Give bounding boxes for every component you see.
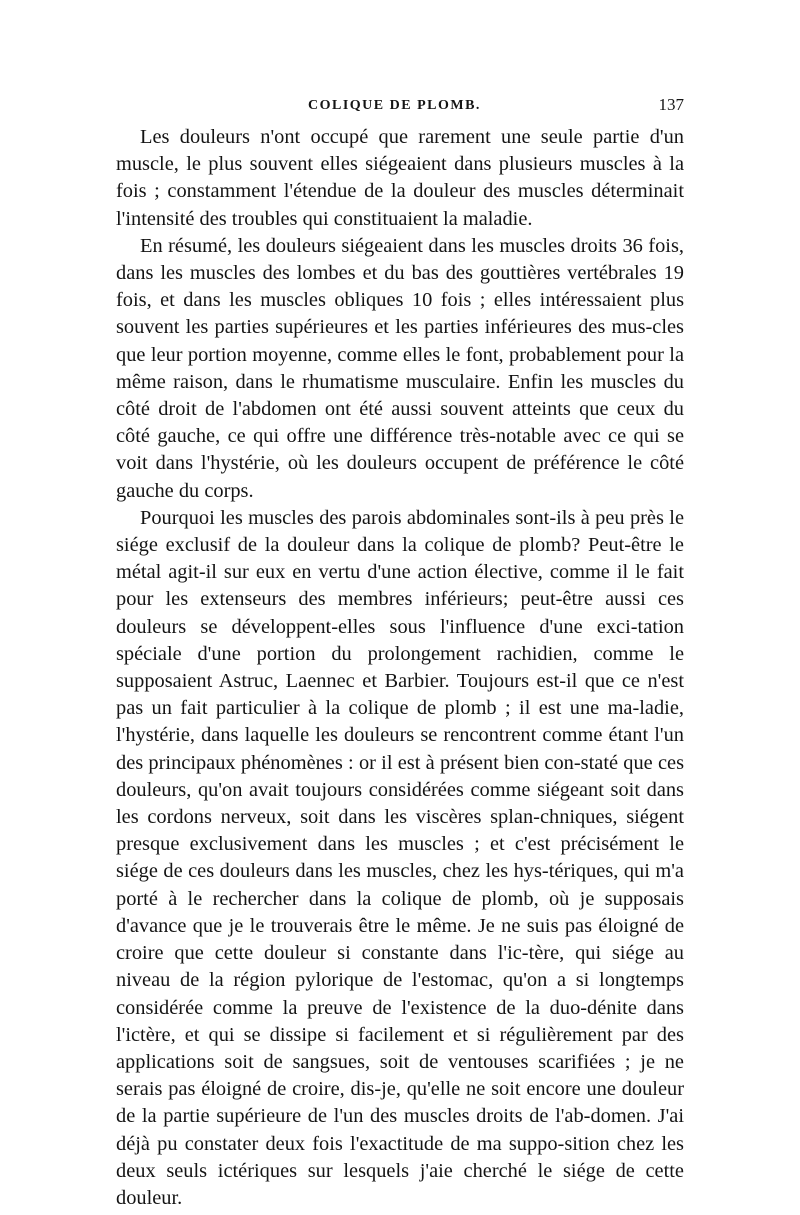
page-header: [116, 92, 684, 124]
body-text: [116, 124, 684, 1212]
page-number: 137: [658, 95, 684, 114]
paragraph-3: Pourquoi les muscles des parois abdominales sont-ils à peu près le siége exclusif de la douleur dans la colique de plomb? Peut-être le métal agit-il sur eux en vertu d'une action élective, comme il le fait pour les extenseurs des membres inférieurs; peut-être aussi ces douleurs se développent-elles sous l'influence d'une exci-tation spéciale d'une portion du prolongement rachidien, comme le supposaient Astruc, Laennec et Barbier. Toujours est-il que ce n'est pas un fait particulier à la colique de plomb ; il est une ma-ladie, l'hystérie, dans laquelle les douleurs se rencontrent comme étant l'un des principaux phénomènes : or il est à présent bien con-staté que ces douleurs, qu'on avait toujours considérées comme siégeant soit dans les cordons nerveux, soit dans les viscères splan-chniques, siégent presque exclusivement dans les muscles ; et c'est précisément le siége de ces douleurs dans les muscles, chez les hys-tériques, qui m'a porté à le rechercher dans la colique de plomb, où je supposais d'avance que je le trouverais être le même. Je ne suis pas éloigné de croire que cette douleur si constante dans l'ic-tère, qui siége au niveau de la région pylorique de l'estomac, qu'on a si longtemps considérée comme la preuve de l'existence de la duo-dénite dans l'ictère, et qui se dissipe si facilement et si régulièrement par des applications soit de sangsues, soit de ventouses scarifiées ; je ne serais pas éloigné de croire, dis-je, qu'elle ne soit encore une douleur de la partie supérieure de l'un des muscles droits de l'ab-domen. J'ai déjà pu constater deux fois l'exactitude de ma suppo-sition chez les deux seuls ictériques sur lesquels j'aie cherché le siége de cette douleur.: [116, 506, 684, 1209]
paragraph-2: En résumé, les douleurs siégeaient dans les muscles droits 36 fois, dans les muscles des lombes et du bas des gouttières vertébrales 19 fois, et dans les muscles obliques 10 fois ; elles intéressaient plus souvent les parties supérieures et les parties inférieures des mus-cles que leur portion moyenne, comme elles le font, probablement pour la même raison, dans le rhumatisme musculaire. Enfin les muscles du côté droit de l'abdomen ont été aussi souvent atteints que ceux du côté gauche, ce qui offre une différence très-notable avec ce qui se voit dans l'hystérie, où les douleurs occupent de préférence le côté gauche du corps.: [116, 234, 684, 502]
paragraph-1: Les douleurs n'ont occupé que rarement une seule partie d'un muscle, le plus souvent elles siégeaient dans plusieurs muscles à la fois ; constamment l'étendue de la douleur des muscles déterminait l'intensité des troubles qui constituaient la maladie.: [116, 126, 684, 230]
book-page: [116, 92, 684, 1212]
running-title: COLIQUE DE PLOMB.: [308, 98, 481, 113]
